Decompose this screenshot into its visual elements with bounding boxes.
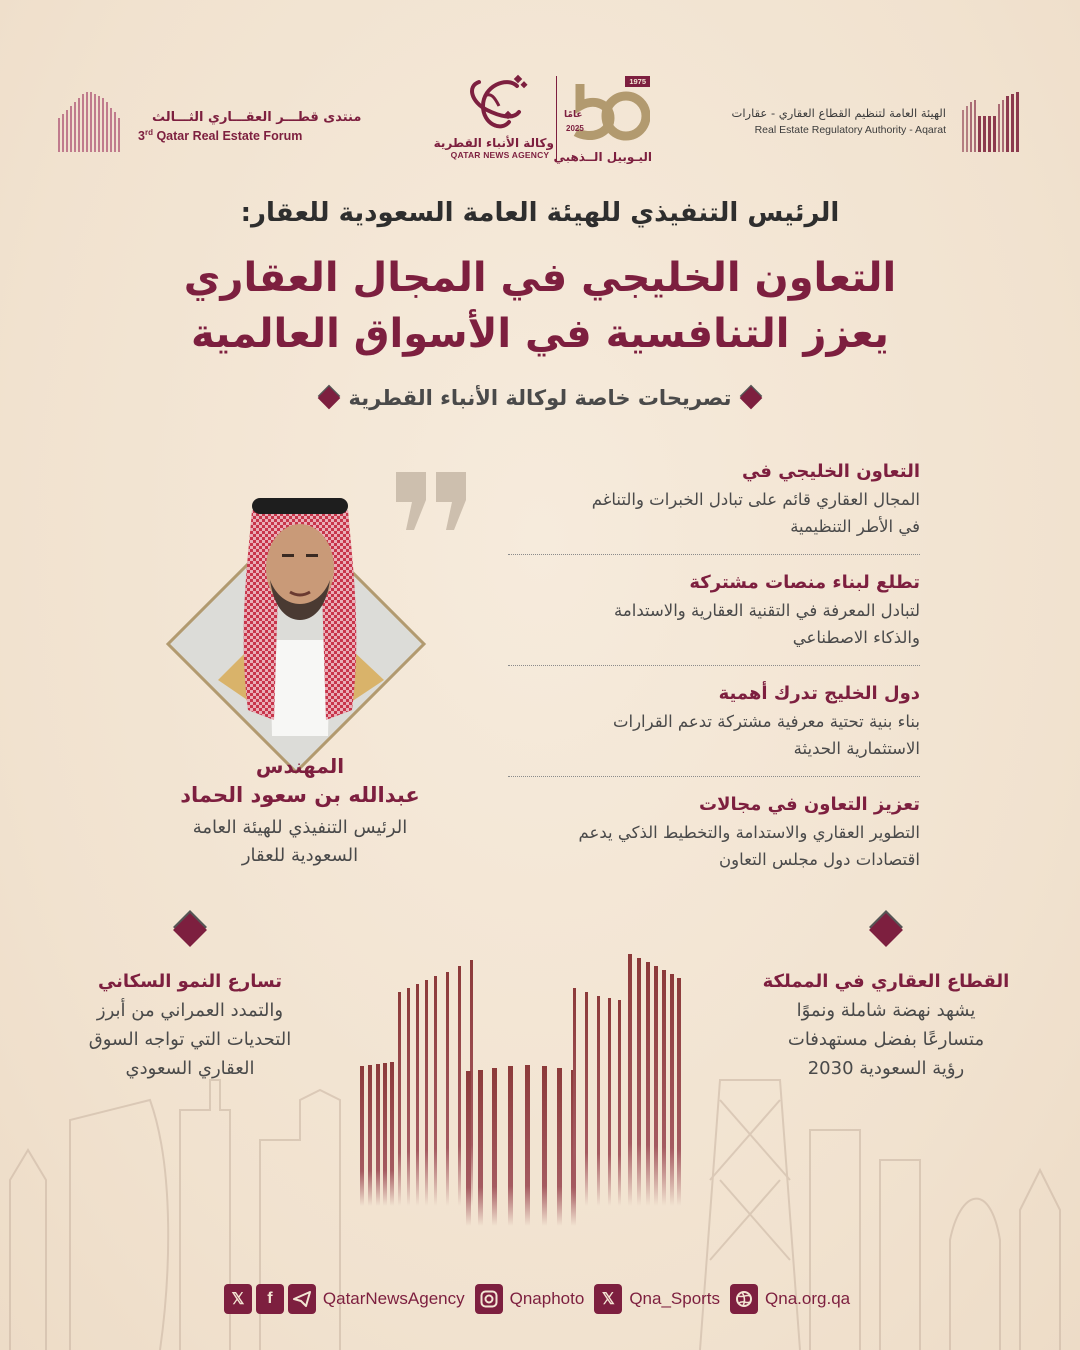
fact-body-line: رؤية السعودية 2030 bbox=[807, 1058, 965, 1079]
person-title: المهندس bbox=[255, 754, 345, 778]
qna-photo-handle-link[interactable]: Qnaphoto bbox=[509, 1289, 585, 1308]
fact-body-line: التحديات التي تواجه السوق bbox=[88, 1029, 292, 1050]
globe-icon[interactable] bbox=[730, 1284, 758, 1314]
qna-name-en: QATAR NEWS AGENCY bbox=[450, 150, 550, 160]
diamond-icon bbox=[321, 390, 337, 406]
quote-body-line: اقتصادات دول مجلس التعاون bbox=[719, 850, 920, 869]
person-role: الرئيس التنفيذي للهيئة العامة السعودية للعقار bbox=[192, 817, 408, 866]
jubilee-start-year: 1975 bbox=[625, 76, 650, 87]
diamond-icon bbox=[178, 918, 202, 942]
qna-emblem-icon bbox=[465, 72, 535, 136]
jubilee-years-ar: عامًا bbox=[564, 110, 583, 120]
quote-heading: دول الخليج تدرك أهمية bbox=[718, 683, 920, 704]
fact-body-line: والتمدد العمراني من أبرز bbox=[96, 1000, 284, 1021]
person-photo bbox=[208, 480, 392, 736]
quotes-list bbox=[508, 456, 920, 887]
headline-line-2: يعزز التنافسية في الأسواق العالمية bbox=[191, 311, 889, 357]
diamond-icon bbox=[874, 918, 898, 942]
diamond-icon bbox=[743, 390, 759, 406]
qatar-real-estate-forum-logo bbox=[56, 88, 362, 154]
fact-real-estate-sector bbox=[736, 918, 1036, 1083]
quote-item bbox=[508, 456, 920, 554]
quote-heading: تعزيز التعاون في مجالات bbox=[699, 794, 920, 815]
fact-heading: تسارع النمو السكاني bbox=[97, 971, 283, 992]
quote-body-line: في الأطر التنظيمية bbox=[790, 517, 920, 536]
quote-body-line: بناء بنية تحتية معرفية مشتركة تدعم القرارات bbox=[612, 712, 920, 731]
aqarat-towers-icon bbox=[960, 90, 1024, 152]
fact-body-line: متسارعًا بفضل مستهدفات bbox=[787, 1029, 985, 1050]
quote-body-line: والذكاء الاصطناعي bbox=[792, 628, 920, 647]
quote-item bbox=[508, 554, 920, 665]
jubilee-label-ar: اليـوبيل الــذهبي bbox=[553, 150, 652, 164]
quote-item bbox=[508, 776, 920, 887]
quote-heading: تطلع لبناء منصات مشتركة bbox=[689, 572, 920, 593]
social-links-bar bbox=[0, 1284, 1080, 1314]
exclusive-statement-banner bbox=[0, 386, 1080, 410]
telegram-icon[interactable] bbox=[288, 1284, 316, 1314]
fact-population-growth bbox=[40, 918, 340, 1083]
quote-heading: التعاون الخليجي في bbox=[741, 461, 920, 482]
headline-line-1: التعاون الخليجي في المجال العقاري bbox=[183, 255, 897, 301]
instagram-icon[interactable] bbox=[475, 1284, 503, 1314]
portrait bbox=[178, 480, 422, 740]
quote-body-line: التطوير العقاري والاستدامة والتخطيط الذكي يدعم bbox=[578, 823, 920, 842]
forum-title-ar: منتدى قطـــر العقـــاري الثـــالث bbox=[152, 110, 362, 125]
facebook-icon[interactable]: f bbox=[256, 1284, 284, 1314]
person-name: عبدالله بن سعود الحماد bbox=[180, 783, 420, 807]
golden-jubilee-logo bbox=[553, 72, 652, 168]
fact-heading: القطاع العقاري في المملكة bbox=[762, 971, 1010, 992]
forum-title-en: 3rd Qatar Real Estate Forum bbox=[138, 128, 303, 144]
exclusive-statement-text: تصريحات خاصة لوكالة الأنباء القطرية bbox=[348, 386, 732, 410]
qna-main-handle-link[interactable]: QatarNewsAgency bbox=[322, 1289, 465, 1308]
towers-bars-graphic bbox=[352, 946, 682, 1226]
headline-main bbox=[0, 250, 1080, 362]
qna-name-ar: وكالة الأنباء القطرية bbox=[433, 136, 554, 150]
aqarat-name-en: Real Estate Regulatory Authority - Aqarat bbox=[754, 124, 946, 136]
fact-body-line: العقاري السعودي bbox=[125, 1058, 255, 1079]
qna-sports-handle-link[interactable]: Qna_Sports bbox=[629, 1289, 721, 1308]
forum-towers-icon bbox=[56, 88, 126, 152]
quote-body-line: لتبادل المعرفة في التقنية العقارية والاستدامة bbox=[614, 601, 920, 620]
quote-body-line: الاستثمارية الحديثة bbox=[793, 739, 920, 758]
quote-body-line: المجال العقاري قائم على تبادل الخبرات والتناغم bbox=[591, 490, 920, 509]
quote-item bbox=[508, 665, 920, 776]
qatar-news-agency-logo bbox=[433, 72, 554, 166]
x-icon[interactable]: 𝕏 bbox=[594, 1284, 622, 1314]
qna-website-link[interactable]: Qna.org.qa bbox=[765, 1289, 851, 1308]
jubilee-end-year: 2025 bbox=[566, 124, 584, 133]
person-info bbox=[130, 752, 470, 870]
aqarat-name-ar: الهيئة العامة لتنظيم القطاع العقاري - عقارات bbox=[731, 106, 946, 120]
aqarat-logo bbox=[731, 90, 1028, 152]
fact-body-line: يشهد نهضة شاملة ونموًا bbox=[796, 1000, 976, 1021]
headline-subtitle: الرئيس التنفيذي للهيئة العامة السعودية للعقار: bbox=[240, 198, 840, 228]
x-icon[interactable]: 𝕏 bbox=[224, 1284, 252, 1314]
